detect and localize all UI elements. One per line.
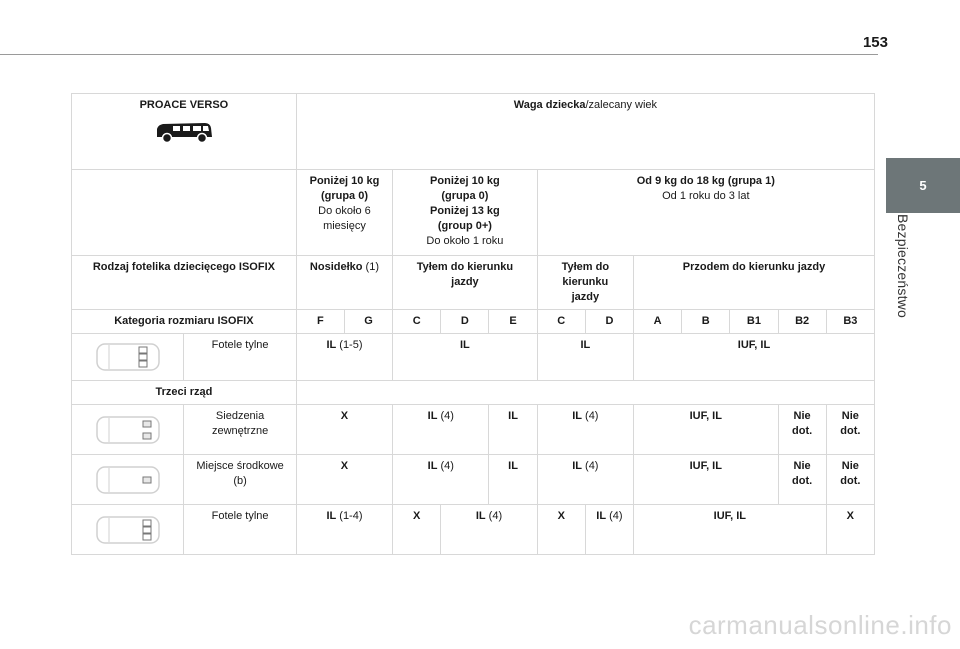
- seat-diagram-cell: [72, 334, 184, 381]
- seat-diagram-cell: [72, 405, 184, 455]
- value-cell: X: [296, 455, 392, 505]
- value-cell: Nie dot.: [826, 405, 874, 455]
- seat-label: Fotele tylne: [184, 505, 296, 555]
- size-cell: F: [296, 310, 344, 334]
- table-row: [72, 334, 875, 381]
- value-cell: IUF, IL: [634, 334, 875, 381]
- size-cell: B2: [778, 310, 826, 334]
- size-cell: C: [537, 310, 585, 334]
- section-number: 5: [919, 178, 927, 193]
- value-cell: Nie dot.: [778, 455, 826, 505]
- value-cell: IL: [489, 455, 537, 505]
- weight-header: Waga dziecka/zalecany wiek: [296, 94, 874, 170]
- value-cell: IUF, IL: [634, 505, 827, 555]
- size-cell: E: [489, 310, 537, 334]
- section-label: Bezpieczeństwo: [895, 214, 911, 318]
- value-cell: X: [537, 505, 585, 555]
- value-cell: Nie dot.: [826, 455, 874, 505]
- table-row: [72, 94, 875, 170]
- seat-type-cell: Tyłem do kierunku jazdy: [537, 256, 633, 310]
- value-cell: X: [826, 505, 874, 555]
- van-top-view-icon: [95, 414, 161, 446]
- value-cell: IL: [489, 405, 537, 455]
- value-cell: IL (4): [537, 405, 633, 455]
- group-cell: Poniżej 10 kg (grupa 0) Poniżej 13 kg (group 0+) Do około 1 roku: [393, 170, 538, 256]
- value-cell: IL: [393, 334, 538, 381]
- value-cell: IUF, IL: [634, 405, 779, 455]
- seat-type-cell: Nosidełko (1): [296, 256, 392, 310]
- isofix-table: [71, 93, 875, 555]
- size-cell: A: [634, 310, 682, 334]
- seat-label: Fotele tylne: [184, 334, 296, 381]
- size-cell: B3: [826, 310, 874, 334]
- table-row: [72, 381, 875, 405]
- seat-type-cell: Tyłem do kierunku jazdy: [393, 256, 538, 310]
- table-row: [72, 505, 875, 555]
- group-cell: Od 9 kg do 18 kg (grupa 1) Od 1 roku do 3 lat: [537, 170, 874, 256]
- value-cell: IL (4): [585, 505, 633, 555]
- seat-type-label: Rodzaj fotelika dziecięcego ISOFIX: [72, 256, 297, 310]
- value-cell: IL: [537, 334, 633, 381]
- size-cell: G: [344, 310, 392, 334]
- size-label: Kategoria rozmiaru ISOFIX: [72, 310, 297, 334]
- value-cell: X: [296, 405, 392, 455]
- table-row: [72, 170, 875, 256]
- value-cell: IL (4): [537, 455, 633, 505]
- vehicle-cell: [72, 94, 297, 170]
- size-cell: C: [393, 310, 441, 334]
- value-cell: IL (4): [393, 455, 489, 505]
- size-cell: D: [441, 310, 489, 334]
- footer-watermark: carmanualsonline.info: [688, 610, 952, 640]
- table-row: [72, 310, 875, 334]
- empty-cell: [72, 170, 297, 256]
- value-cell: IUF, IL: [634, 455, 779, 505]
- vehicle-name: PROACE VERSO: [139, 99, 229, 111]
- value-cell: IL (1-5): [296, 334, 392, 381]
- seat-type-cell: Przodem do kierunku jazdy: [634, 256, 875, 310]
- value-cell: IL (4): [393, 405, 489, 455]
- value-cell: X: [393, 505, 441, 555]
- seat-label: Miejsce środkowe (b): [184, 455, 296, 505]
- page-number: 153: [862, 34, 888, 51]
- group-cell: Poniżej 10 kg (grupa 0) Do około 6 miesięcy: [296, 170, 392, 256]
- value-cell: Nie dot.: [778, 405, 826, 455]
- section-tab[interactable]: [886, 158, 960, 213]
- seat-label: Siedzenia zewnętrzne: [184, 405, 296, 455]
- table-row: [72, 405, 875, 455]
- size-cell: B1: [730, 310, 778, 334]
- van-top-view-icon: [95, 464, 161, 496]
- table-row: [72, 256, 875, 310]
- empty-cell: [296, 381, 874, 405]
- seat-diagram-cell: [72, 455, 184, 505]
- header-rule: [0, 54, 878, 55]
- value-cell: IL (1-4): [296, 505, 392, 555]
- van-icon: [153, 119, 215, 145]
- size-cell: B: [682, 310, 730, 334]
- size-cell: D: [585, 310, 633, 334]
- value-cell: IL (4): [441, 505, 537, 555]
- seat-diagram-cell: [72, 505, 184, 555]
- van-top-view-icon: [95, 514, 161, 546]
- third-row-label: Trzeci rząd: [72, 381, 297, 405]
- van-top-view-icon: [95, 341, 161, 373]
- table-row: [72, 455, 875, 505]
